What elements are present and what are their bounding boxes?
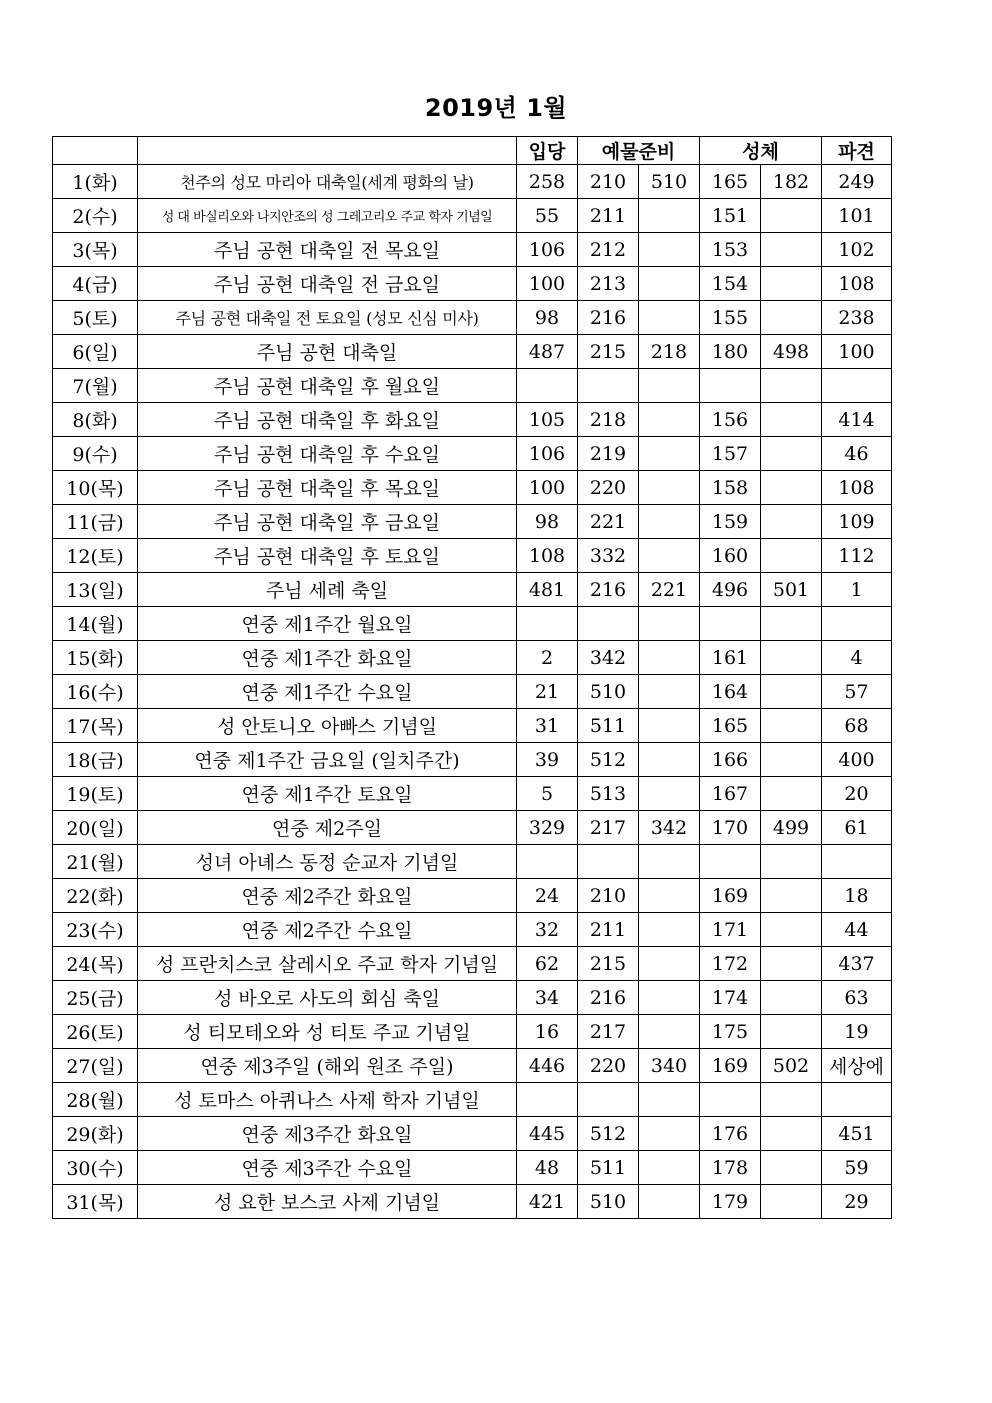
dismissal-cell: 249 (822, 165, 892, 199)
offertory-cell-1 (578, 607, 639, 641)
hymn-schedule-table (52, 136, 892, 1219)
offertory-cell-2 (639, 301, 700, 335)
day-cell: 29(화) (53, 1117, 138, 1151)
communion-cell-2: 182 (761, 165, 822, 199)
dismissal-cell: 112 (822, 539, 892, 573)
feast-cell: 연중 제3주간 화요일 (138, 1117, 517, 1151)
day-cell: 13(일) (53, 573, 138, 607)
feast-cell: 천주의 성모 마리아 대축일(세계 평화의 날) (138, 165, 517, 199)
offertory-cell-1: 217 (578, 811, 639, 845)
table-row (53, 675, 892, 709)
offertory-cell-1: 332 (578, 539, 639, 573)
dismissal-cell: 세상에 (822, 1049, 892, 1083)
feast-cell: 주님 공현 대축일 후 토요일 (138, 539, 517, 573)
offertory-cell-2 (639, 675, 700, 709)
feast-cell: 성 대 바실리오와 나지안조의 성 그레고리오 주교 학자 기념일 (138, 199, 517, 233)
dismissal-cell (822, 1083, 892, 1117)
dismissal-cell: 20 (822, 777, 892, 811)
dismissal-cell (822, 369, 892, 403)
communion-cell-1: 159 (700, 505, 761, 539)
offertory-cell-1: 210 (578, 165, 639, 199)
offertory-cell-1: 342 (578, 641, 639, 675)
entrance-cell (517, 1083, 578, 1117)
entrance-cell: 62 (517, 947, 578, 981)
offertory-cell-1: 215 (578, 335, 639, 369)
table-header-row (53, 137, 892, 165)
day-cell: 23(수) (53, 913, 138, 947)
offertory-cell-2 (639, 641, 700, 675)
entrance-cell: 21 (517, 675, 578, 709)
dismissal-cell: 19 (822, 1015, 892, 1049)
communion-cell-2 (761, 539, 822, 573)
feast-cell: 주님 공현 대축일 후 목요일 (138, 471, 517, 505)
communion-cell-2 (761, 1151, 822, 1185)
entrance-cell: 421 (517, 1185, 578, 1219)
communion-cell-1: 176 (700, 1117, 761, 1151)
day-cell: 1(화) (53, 165, 138, 199)
communion-cell-1: 180 (700, 335, 761, 369)
entrance-cell: 16 (517, 1015, 578, 1049)
header-entrance: 입당 (517, 137, 578, 165)
offertory-cell-1: 219 (578, 437, 639, 471)
offertory-cell-2: 218 (639, 335, 700, 369)
dismissal-cell: 109 (822, 505, 892, 539)
day-cell: 10(목) (53, 471, 138, 505)
dismissal-cell (822, 845, 892, 879)
dismissal-cell: 61 (822, 811, 892, 845)
offertory-cell-1: 216 (578, 573, 639, 607)
offertory-cell-2 (639, 539, 700, 573)
table-row (53, 233, 892, 267)
table-row (53, 1185, 892, 1219)
table-row (53, 1151, 892, 1185)
communion-cell-1: 179 (700, 1185, 761, 1219)
communion-cell-1: 155 (700, 301, 761, 335)
offertory-cell-1: 510 (578, 675, 639, 709)
communion-cell-1: 171 (700, 913, 761, 947)
table-row (53, 879, 892, 913)
entrance-cell: 24 (517, 879, 578, 913)
dismissal-cell: 101 (822, 199, 892, 233)
communion-cell-1: 153 (700, 233, 761, 267)
dismissal-cell: 68 (822, 709, 892, 743)
dismissal-cell: 451 (822, 1117, 892, 1151)
dismissal-cell: 108 (822, 471, 892, 505)
header-dismissal: 파견 (822, 137, 892, 165)
feast-cell: 연중 제1주간 토요일 (138, 777, 517, 811)
offertory-cell-1: 211 (578, 199, 639, 233)
dismissal-cell (822, 607, 892, 641)
day-cell: 28(월) (53, 1083, 138, 1117)
feast-cell: 연중 제2주일 (138, 811, 517, 845)
day-cell: 21(월) (53, 845, 138, 879)
offertory-cell-2 (639, 199, 700, 233)
day-cell: 22(화) (53, 879, 138, 913)
header-feast (138, 137, 517, 165)
communion-cell-2 (761, 301, 822, 335)
communion-cell-2 (761, 267, 822, 301)
offertory-cell-2 (639, 607, 700, 641)
feast-cell: 성 요한 보스코 사제 기념일 (138, 1185, 517, 1219)
offertory-cell-2 (639, 743, 700, 777)
communion-cell-1: 161 (700, 641, 761, 675)
day-cell: 12(토) (53, 539, 138, 573)
table-row (53, 1117, 892, 1151)
table-row (53, 777, 892, 811)
communion-cell-2 (761, 437, 822, 471)
entrance-cell: 481 (517, 573, 578, 607)
offertory-cell-2 (639, 1185, 700, 1219)
feast-cell: 주님 공현 대축일 전 목요일 (138, 233, 517, 267)
communion-cell-2 (761, 743, 822, 777)
offertory-cell-2: 342 (639, 811, 700, 845)
day-cell: 3(목) (53, 233, 138, 267)
dismissal-cell: 102 (822, 233, 892, 267)
feast-cell: 연중 제3주간 수요일 (138, 1151, 517, 1185)
offertory-cell-1 (578, 369, 639, 403)
table-row (53, 1083, 892, 1117)
offertory-cell-2: 510 (639, 165, 700, 199)
day-cell: 6(일) (53, 335, 138, 369)
table-row (53, 811, 892, 845)
day-cell: 8(화) (53, 403, 138, 437)
communion-cell-1: 169 (700, 879, 761, 913)
day-cell: 27(일) (53, 1049, 138, 1083)
day-cell: 19(토) (53, 777, 138, 811)
day-cell: 2(수) (53, 199, 138, 233)
table-row (53, 709, 892, 743)
dismissal-cell: 46 (822, 437, 892, 471)
day-cell: 31(목) (53, 1185, 138, 1219)
entrance-cell (517, 845, 578, 879)
entrance-cell: 55 (517, 199, 578, 233)
entrance-cell: 105 (517, 403, 578, 437)
communion-cell-2 (761, 675, 822, 709)
day-cell: 26(토) (53, 1015, 138, 1049)
entrance-cell: 98 (517, 301, 578, 335)
communion-cell-1 (700, 1083, 761, 1117)
entrance-cell: 106 (517, 233, 578, 267)
communion-cell-1: 174 (700, 981, 761, 1015)
offertory-cell-2 (639, 403, 700, 437)
feast-cell: 주님 공현 대축일 후 수요일 (138, 437, 517, 471)
feast-cell: 주님 공현 대축일 전 토요일 (성모 신심 미사) (138, 301, 517, 335)
day-cell: 16(수) (53, 675, 138, 709)
entrance-cell: 32 (517, 913, 578, 947)
feast-cell: 주님 공현 대축일 후 월요일 (138, 369, 517, 403)
feast-cell: 성 바오로 사도의 회심 축일 (138, 981, 517, 1015)
communion-cell-2 (761, 981, 822, 1015)
communion-cell-1: 165 (700, 165, 761, 199)
communion-cell-1: 166 (700, 743, 761, 777)
dismissal-cell: 100 (822, 335, 892, 369)
table-row (53, 641, 892, 675)
dismissal-cell: 108 (822, 267, 892, 301)
dismissal-cell: 437 (822, 947, 892, 981)
offertory-cell-2 (639, 369, 700, 403)
offertory-cell-2 (639, 505, 700, 539)
communion-cell-2 (761, 777, 822, 811)
table-row (53, 573, 892, 607)
day-cell: 20(일) (53, 811, 138, 845)
communion-cell-1: 172 (700, 947, 761, 981)
communion-cell-2 (761, 369, 822, 403)
table-row (53, 743, 892, 777)
table-row (53, 403, 892, 437)
dismissal-cell: 29 (822, 1185, 892, 1219)
offertory-cell-1: 511 (578, 1151, 639, 1185)
offertory-cell-1: 220 (578, 471, 639, 505)
table-row (53, 165, 892, 199)
dismissal-cell: 57 (822, 675, 892, 709)
entrance-cell: 2 (517, 641, 578, 675)
table-row (53, 947, 892, 981)
offertory-cell-1: 212 (578, 233, 639, 267)
entrance-cell: 48 (517, 1151, 578, 1185)
offertory-cell-2 (639, 947, 700, 981)
feast-cell: 주님 공현 대축일 후 화요일 (138, 403, 517, 437)
feast-cell: 성 토마스 아퀴나스 사제 학자 기념일 (138, 1083, 517, 1117)
table-row (53, 369, 892, 403)
header-day (53, 137, 138, 165)
entrance-cell: 445 (517, 1117, 578, 1151)
communion-cell-1: 169 (700, 1049, 761, 1083)
day-cell: 25(금) (53, 981, 138, 1015)
communion-cell-1: 164 (700, 675, 761, 709)
table-row (53, 471, 892, 505)
communion-cell-2 (761, 947, 822, 981)
offertory-cell-2 (639, 777, 700, 811)
offertory-cell-2 (639, 913, 700, 947)
offertory-cell-2 (639, 845, 700, 879)
entrance-cell (517, 369, 578, 403)
dismissal-cell: 400 (822, 743, 892, 777)
table-row (53, 1015, 892, 1049)
dismissal-cell: 238 (822, 301, 892, 335)
communion-cell-2 (761, 845, 822, 879)
header-offertory: 예물준비 (578, 137, 700, 165)
communion-cell-1: 175 (700, 1015, 761, 1049)
day-cell: 7(월) (53, 369, 138, 403)
page-title: 2019년 1월 (424, 94, 568, 122)
dismissal-cell: 63 (822, 981, 892, 1015)
offertory-cell-1: 213 (578, 267, 639, 301)
dismissal-cell: 18 (822, 879, 892, 913)
offertory-cell-1: 513 (578, 777, 639, 811)
offertory-cell-1: 511 (578, 709, 639, 743)
offertory-cell-2 (639, 267, 700, 301)
feast-cell: 성녀 아녜스 동정 순교자 기념일 (138, 845, 517, 879)
offertory-cell-1: 512 (578, 1117, 639, 1151)
communion-cell-1: 157 (700, 437, 761, 471)
table-row (53, 505, 892, 539)
day-cell: 5(토) (53, 301, 138, 335)
communion-cell-2 (761, 1117, 822, 1151)
table-row (53, 607, 892, 641)
communion-cell-1: 154 (700, 267, 761, 301)
feast-cell: 성 프란치스코 살레시오 주교 학자 기념일 (138, 947, 517, 981)
entrance-cell: 39 (517, 743, 578, 777)
communion-cell-1: 158 (700, 471, 761, 505)
feast-cell: 성 티모테오와 성 티토 주교 기념일 (138, 1015, 517, 1049)
communion-cell-2: 501 (761, 573, 822, 607)
offertory-cell-2 (639, 981, 700, 1015)
communion-cell-2 (761, 1015, 822, 1049)
day-cell: 4(금) (53, 267, 138, 301)
communion-cell-2 (761, 879, 822, 913)
feast-cell: 주님 공현 대축일 전 금요일 (138, 267, 517, 301)
day-cell: 14(월) (53, 607, 138, 641)
offertory-cell-2 (639, 1151, 700, 1185)
table-body (53, 165, 892, 1219)
offertory-cell-2: 340 (639, 1049, 700, 1083)
feast-cell: 연중 제1주간 화요일 (138, 641, 517, 675)
table-row (53, 301, 892, 335)
communion-cell-2 (761, 607, 822, 641)
entrance-cell: 108 (517, 539, 578, 573)
communion-cell-2: 502 (761, 1049, 822, 1083)
feast-cell: 연중 제3주일 (해외 원조 주일) (138, 1049, 517, 1083)
table-row (53, 267, 892, 301)
communion-cell-2: 498 (761, 335, 822, 369)
communion-cell-1: 156 (700, 403, 761, 437)
table-row (53, 539, 892, 573)
offertory-cell-1: 510 (578, 1185, 639, 1219)
table-row (53, 981, 892, 1015)
feast-cell: 성 안토니오 아빠스 기념일 (138, 709, 517, 743)
feast-cell: 연중 제1주간 수요일 (138, 675, 517, 709)
entrance-cell: 487 (517, 335, 578, 369)
entrance-cell (517, 607, 578, 641)
entrance-cell: 329 (517, 811, 578, 845)
communion-cell-1: 165 (700, 709, 761, 743)
communion-cell-1 (700, 607, 761, 641)
offertory-cell-2 (639, 233, 700, 267)
offertory-cell-1: 221 (578, 505, 639, 539)
dismissal-cell: 59 (822, 1151, 892, 1185)
day-cell: 18(금) (53, 743, 138, 777)
offertory-cell-1: 211 (578, 913, 639, 947)
entrance-cell: 446 (517, 1049, 578, 1083)
communion-cell-2 (761, 641, 822, 675)
entrance-cell: 106 (517, 437, 578, 471)
entrance-cell: 5 (517, 777, 578, 811)
offertory-cell-1 (578, 845, 639, 879)
communion-cell-1: 178 (700, 1151, 761, 1185)
offertory-cell-2 (639, 471, 700, 505)
feast-cell: 주님 세례 축일 (138, 573, 517, 607)
table-row (53, 335, 892, 369)
offertory-cell-1: 217 (578, 1015, 639, 1049)
offertory-cell-2 (639, 879, 700, 913)
offertory-cell-1 (578, 1083, 639, 1117)
offertory-cell-2 (639, 437, 700, 471)
day-cell: 9(수) (53, 437, 138, 471)
dismissal-cell: 1 (822, 573, 892, 607)
feast-cell: 연중 제1주간 금요일 (일치주간) (138, 743, 517, 777)
entrance-cell: 98 (517, 505, 578, 539)
offertory-cell-1: 220 (578, 1049, 639, 1083)
table-row (53, 845, 892, 879)
day-cell: 30(수) (53, 1151, 138, 1185)
offertory-cell-1: 215 (578, 947, 639, 981)
day-cell: 11(금) (53, 505, 138, 539)
day-cell: 17(목) (53, 709, 138, 743)
communion-cell-2 (761, 505, 822, 539)
communion-cell-1: 160 (700, 539, 761, 573)
table-row (53, 913, 892, 947)
feast-cell: 주님 공현 대축일 후 금요일 (138, 505, 517, 539)
communion-cell-1: 151 (700, 199, 761, 233)
day-cell: 15(화) (53, 641, 138, 675)
offertory-cell-2 (639, 1083, 700, 1117)
offertory-cell-2: 221 (639, 573, 700, 607)
offertory-cell-1: 512 (578, 743, 639, 777)
offertory-cell-2 (639, 1015, 700, 1049)
offertory-cell-1: 210 (578, 879, 639, 913)
table-row (53, 1049, 892, 1083)
feast-cell: 연중 제2주간 화요일 (138, 879, 517, 913)
communion-cell-1: 496 (700, 573, 761, 607)
feast-cell: 연중 제2주간 수요일 (138, 913, 517, 947)
communion-cell-1: 170 (700, 811, 761, 845)
entrance-cell: 258 (517, 165, 578, 199)
feast-cell: 주님 공현 대축일 (138, 335, 517, 369)
day-cell: 24(목) (53, 947, 138, 981)
offertory-cell-1: 216 (578, 301, 639, 335)
communion-cell-2 (761, 233, 822, 267)
dismissal-cell: 44 (822, 913, 892, 947)
communion-cell-1: 167 (700, 777, 761, 811)
offertory-cell-1: 218 (578, 403, 639, 437)
communion-cell-2 (761, 403, 822, 437)
entrance-cell: 100 (517, 471, 578, 505)
communion-cell-1 (700, 845, 761, 879)
offertory-cell-2 (639, 1117, 700, 1151)
dismissal-cell: 4 (822, 641, 892, 675)
entrance-cell: 34 (517, 981, 578, 1015)
communion-cell-1 (700, 369, 761, 403)
communion-cell-2 (761, 1083, 822, 1117)
communion-cell-2 (761, 1185, 822, 1219)
dismissal-cell: 414 (822, 403, 892, 437)
table-row (53, 437, 892, 471)
entrance-cell: 100 (517, 267, 578, 301)
feast-cell: 연중 제1주간 월요일 (138, 607, 517, 641)
communion-cell-2 (761, 913, 822, 947)
communion-cell-2 (761, 709, 822, 743)
offertory-cell-2 (639, 709, 700, 743)
offertory-cell-1: 216 (578, 981, 639, 1015)
communion-cell-2 (761, 471, 822, 505)
entrance-cell: 31 (517, 709, 578, 743)
header-communion: 성체 (700, 137, 822, 165)
communion-cell-2: 499 (761, 811, 822, 845)
communion-cell-2 (761, 199, 822, 233)
table-row (53, 199, 892, 233)
